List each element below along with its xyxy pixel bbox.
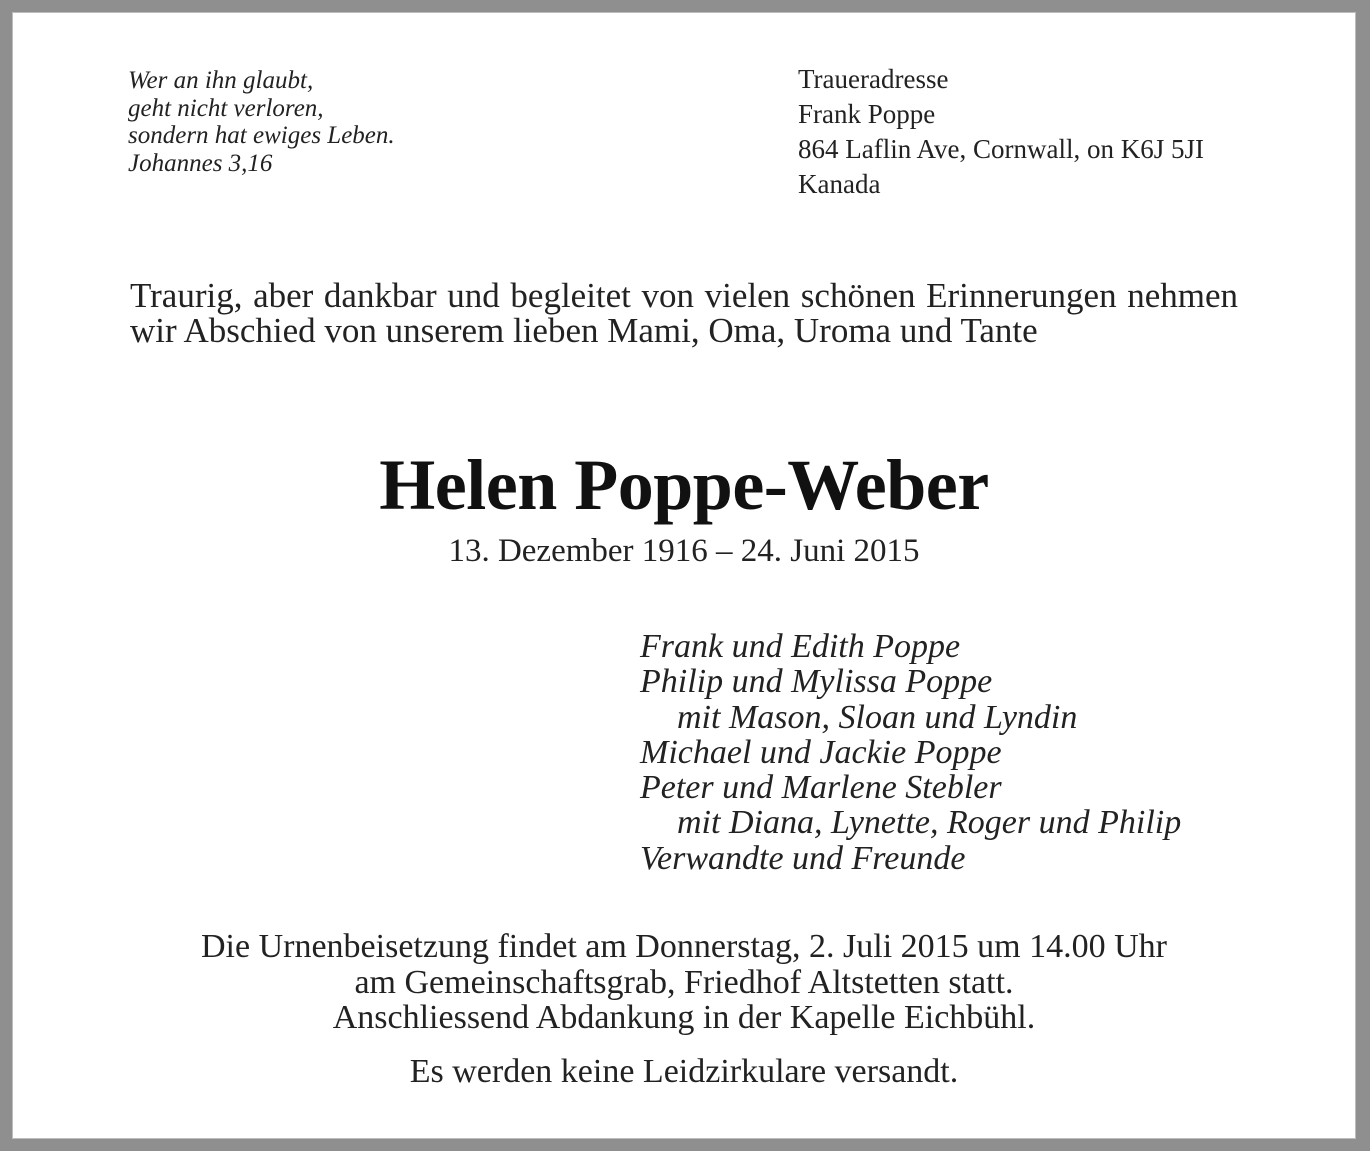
address-street: 864 Laflin Ave, Cornwall, on K6J 5JI xyxy=(798,134,1204,164)
mourner-line: Frank und Edith Poppe xyxy=(640,628,961,665)
mourner-line: Verwandte und Freunde xyxy=(640,839,966,877)
mourner-line: Philip und Mylissa Poppe xyxy=(640,663,993,701)
mourner-line: Michael und Jackie Poppe xyxy=(640,733,1002,771)
service-line: am Gemeinschaftsgrab, Friedhof Altstetten statt. xyxy=(354,963,1014,1001)
service-details xyxy=(12,929,1356,1036)
mourner-children-line: mit Mason, Sloan und Lyndin xyxy=(677,698,1078,736)
address-heading: Traueradresse xyxy=(798,64,949,94)
bible-verse-line: sondern hat ewiges Leben. xyxy=(128,122,395,149)
closing-note: Es werden keine Leidzirkulare versandt. xyxy=(409,1053,959,1090)
deceased-name: Helen Poppe-Weber xyxy=(379,445,989,525)
service-line: Die Urnenbeisetzung findet am Donnerstag, 2. Juli 2015 um 14.00 Uhr xyxy=(201,928,1167,965)
mourners-list xyxy=(640,629,1280,876)
bible-verse-line: Wer an ihn glaubt, xyxy=(128,67,314,94)
bible-verse xyxy=(128,67,628,177)
intro-text: Traurig, aber dankbar und begleitet von vielen schönen Erinnerungen nehmen wir Abschied von unserem lieben Mami, Oma, Uroma und Tante xyxy=(130,276,1238,350)
bible-verse-line: geht nicht verloren, xyxy=(128,94,324,122)
obituary-page xyxy=(12,12,1356,1139)
bible-verse-reference: Johannes 3,16 xyxy=(128,149,273,177)
mourning-address xyxy=(798,62,1298,202)
mourner-children-line: mit Diana, Lynette, Roger und Philip xyxy=(677,804,1182,842)
mourner-line: Peter und Marlene Stebler xyxy=(640,769,1002,807)
address-country: Kanada xyxy=(798,169,881,199)
deceased-dates: 13. Dezember 1916 – 24. Juni 2015 xyxy=(448,533,920,569)
address-name: Frank Poppe xyxy=(798,99,936,129)
service-line: Anschliessend Abdankung in der Kapelle Eichbühl. xyxy=(332,999,1036,1036)
